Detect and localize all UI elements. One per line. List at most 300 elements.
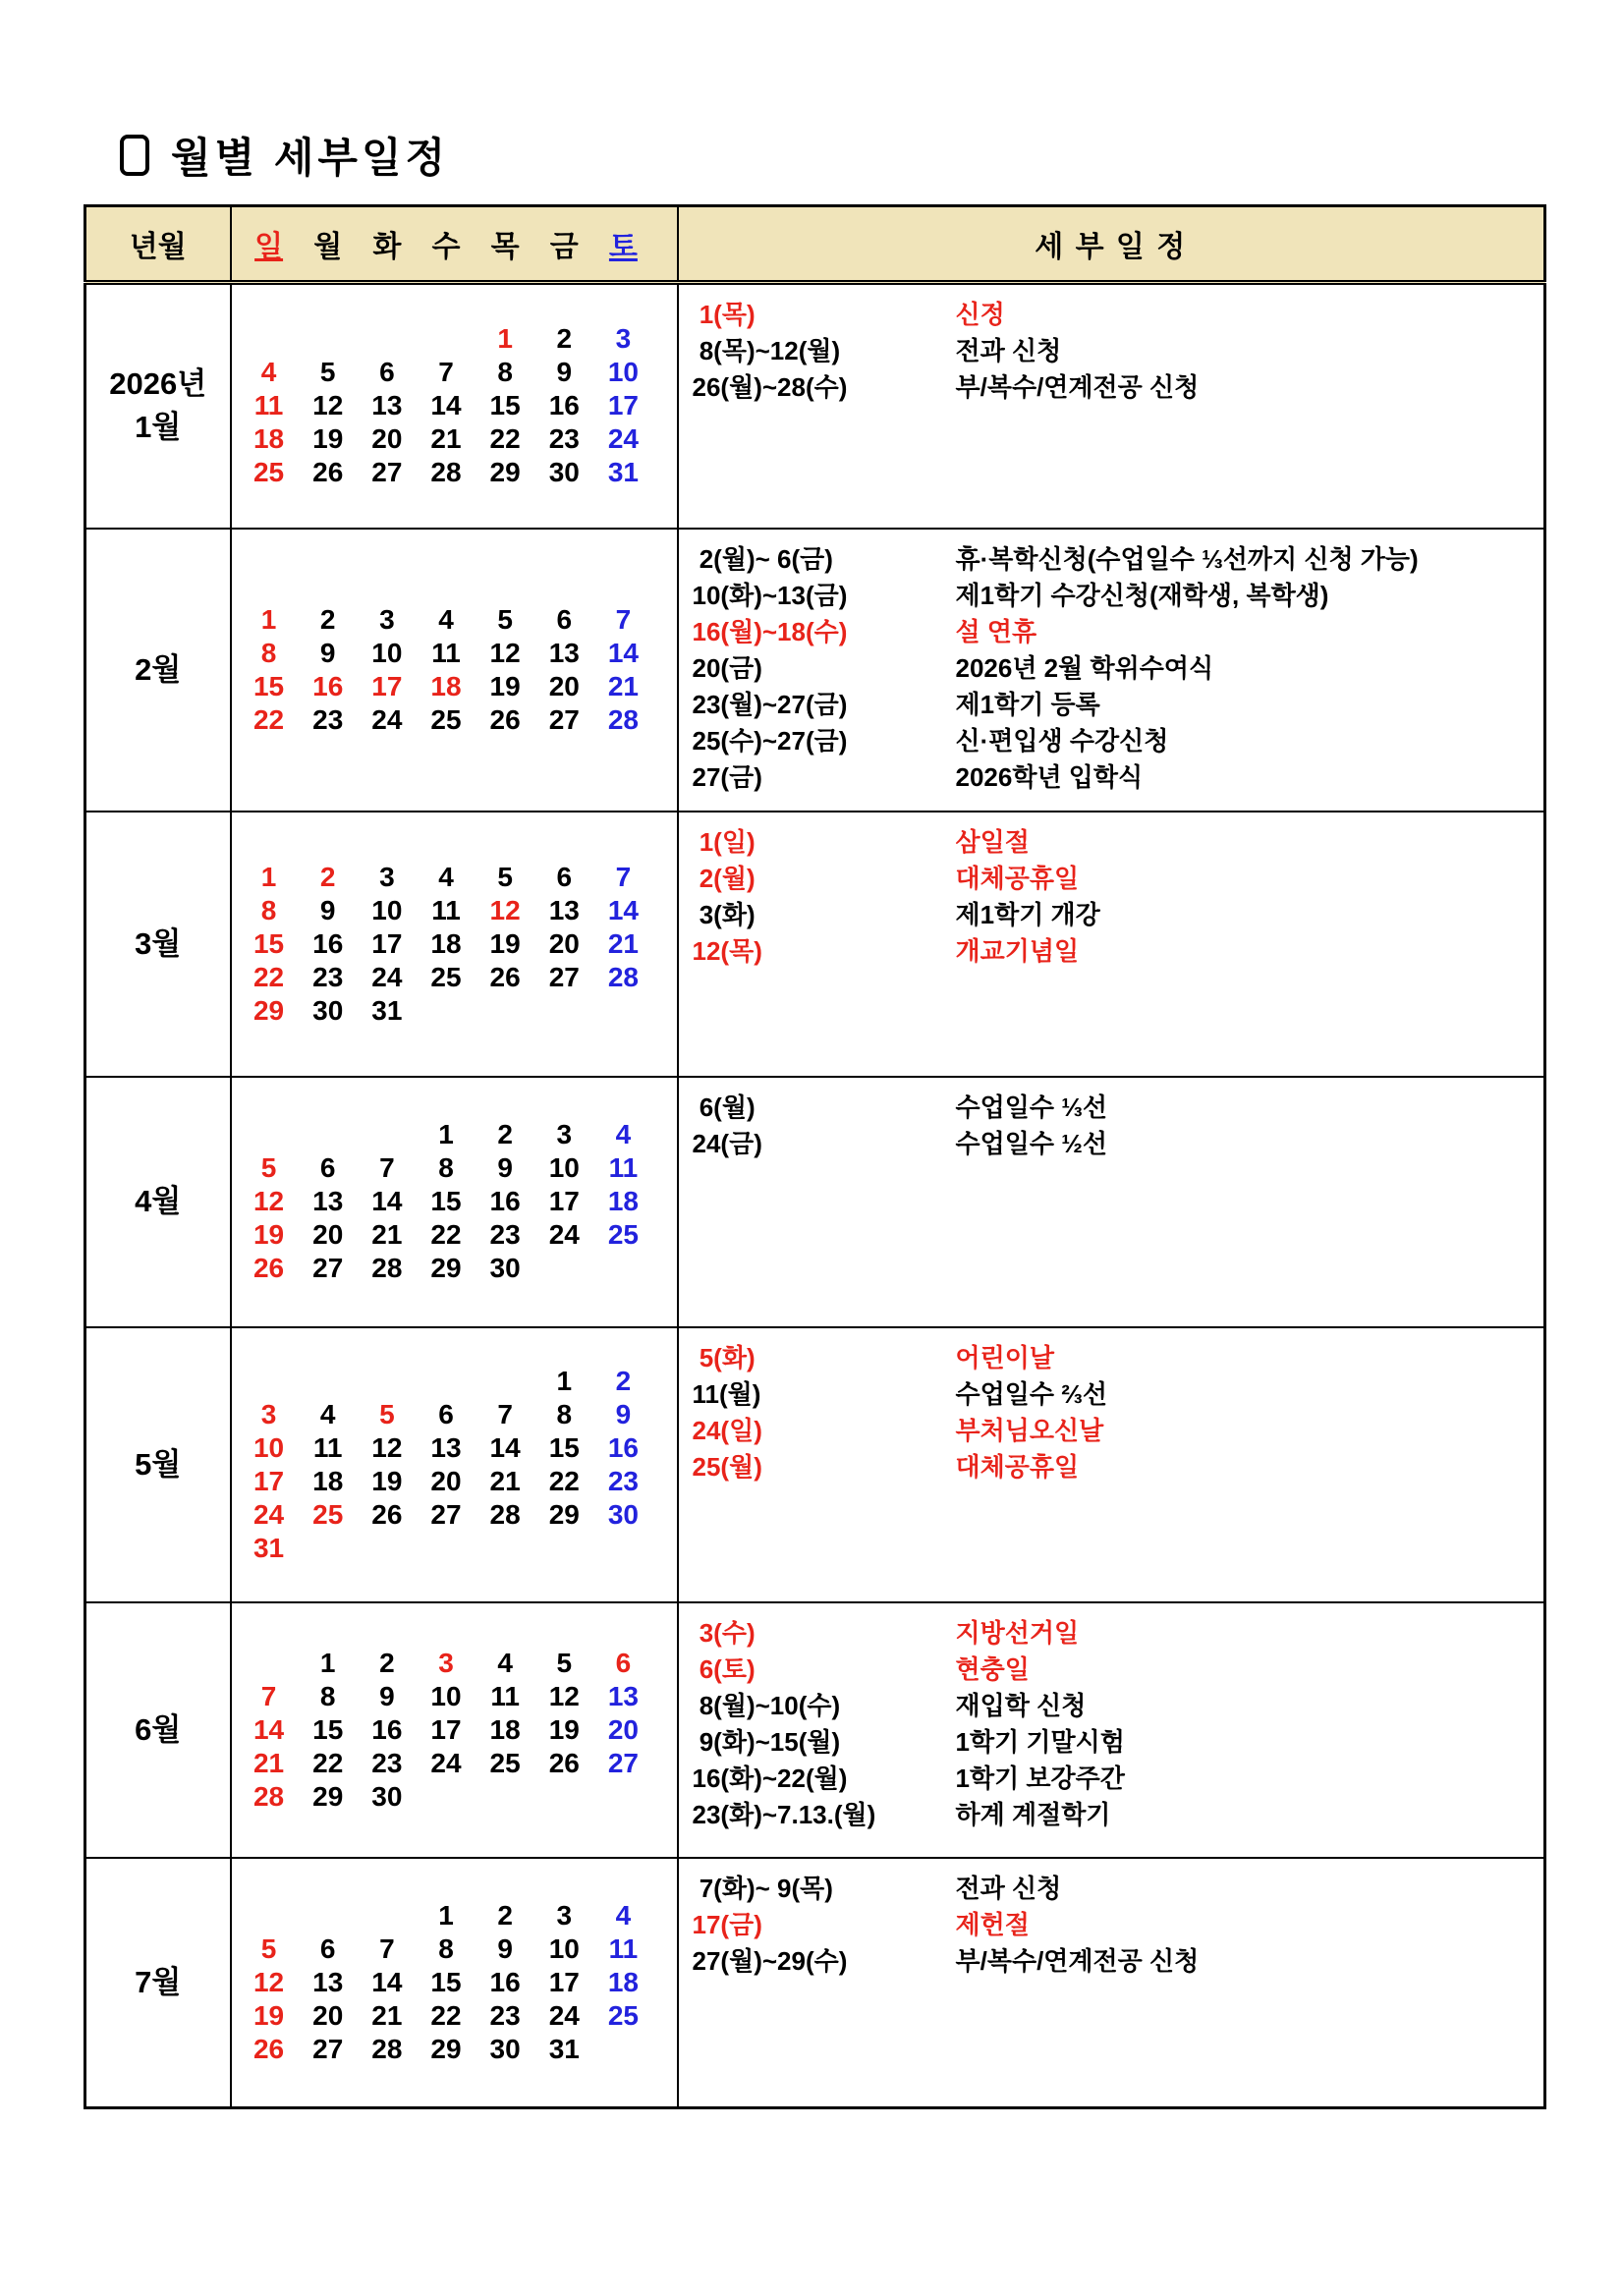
day-cell <box>299 1532 358 1565</box>
day-cell: 1 <box>438 1119 454 1149</box>
event-date: 23(화)~7.13.(월) <box>692 1799 876 1829</box>
day-cell: 28 <box>607 961 639 992</box>
week-row <box>240 322 653 356</box>
month-row-1 <box>85 283 1545 529</box>
day-cell: 27 <box>607 1747 639 1778</box>
day-cell: 8 <box>438 1152 454 1183</box>
day-cell: 23 <box>489 1219 521 1250</box>
week-row <box>240 1647 653 1680</box>
day-cell: 30 <box>371 1780 403 1812</box>
event-row <box>693 614 1540 650</box>
month-calendar <box>231 283 678 529</box>
day-cell: 27 <box>548 961 580 992</box>
week-row <box>240 927 653 961</box>
day-cell: 2 <box>319 861 336 892</box>
day-cell: 9 <box>497 1152 513 1183</box>
day-cell: 9 <box>379 1680 395 1711</box>
event-date: 1(목) <box>692 300 756 329</box>
day-cell: 12 <box>312 390 344 421</box>
event-desc: 신·편입생 수강신청 <box>955 725 1169 756</box>
day-cell: 13 <box>548 894 580 925</box>
day-cell: 2 <box>615 1365 632 1396</box>
event-desc: 1학기 기말시험 <box>955 1726 1125 1757</box>
month-label-line: 2026년 <box>109 366 207 402</box>
event-row <box>693 824 1540 861</box>
day-cell: 1 <box>260 603 277 635</box>
day-cell: 31 <box>607 457 639 488</box>
week-row <box>240 961 653 994</box>
day-cell: 17 <box>548 1966 580 1997</box>
month-calendar <box>231 812 678 1077</box>
day-cell: 15 <box>430 1186 462 1216</box>
day-cell: 16 <box>607 1431 639 1463</box>
event-desc: 개교기념일 <box>955 935 1080 966</box>
event-row <box>693 1797 1540 1833</box>
event-date: 16(화)~22(월) <box>692 1763 848 1793</box>
day-cell: 7 <box>379 1932 395 1964</box>
event-desc: 어린이날 <box>955 1342 1054 1372</box>
event-row <box>693 333 1540 369</box>
event-row <box>693 897 1540 933</box>
day-cell <box>593 2033 652 2066</box>
day-cell: 20 <box>312 1999 344 2031</box>
day-cell: 15 <box>489 390 521 421</box>
day-cell: 18 <box>430 670 462 701</box>
event-row <box>693 933 1540 970</box>
event-row <box>693 723 1540 759</box>
day-cell: 30 <box>489 1253 521 1283</box>
day-cell: 24 <box>430 1747 462 1778</box>
month-schedule <box>678 1327 1545 1602</box>
event-row <box>693 1907 1540 1943</box>
day-cell <box>476 1532 534 1565</box>
weekday-header: 수 <box>431 231 461 263</box>
event-date: 16(월)~18(수) <box>692 616 848 646</box>
day-cell: 22 <box>252 703 285 735</box>
week-row <box>240 994 653 1028</box>
table-body <box>85 283 1545 2108</box>
event-desc: 지방선거일 <box>955 1617 1080 1648</box>
day-cell: 4 <box>260 357 277 388</box>
day-cell: 28 <box>489 1498 521 1530</box>
day-cell: 10 <box>548 1152 580 1183</box>
day-cell: 9 <box>556 357 573 388</box>
day-cell: 8 <box>438 1932 454 1964</box>
event-row <box>693 1615 1540 1652</box>
day-cell: 25 <box>312 1498 344 1530</box>
day-cell: 23 <box>312 961 344 992</box>
event-date: 1(일) <box>692 826 756 857</box>
day-cell: 6 <box>615 1647 632 1678</box>
week-row <box>240 703 653 737</box>
day-cell: 14 <box>371 1186 403 1216</box>
day-cell <box>534 1532 593 1565</box>
week-row <box>240 1899 653 1932</box>
day-cell: 3 <box>556 1119 573 1149</box>
event-date: 5(화) <box>692 1342 756 1372</box>
event-desc: 대체공휴일 <box>955 863 1080 893</box>
month-row-2 <box>85 529 1545 812</box>
day-cell: 22 <box>489 423 521 455</box>
event-date: 17(금) <box>692 1909 762 1939</box>
day-cell: 23 <box>312 703 344 735</box>
weekday-header: 화 <box>372 231 402 263</box>
day-cell: 11 <box>312 1431 343 1463</box>
event-date: 11(월) <box>692 1378 761 1409</box>
event-desc: 재입학 신청 <box>955 1690 1087 1720</box>
header-days <box>231 206 678 283</box>
day-cell: 15 <box>548 1431 580 1463</box>
month-label-line: 5월 <box>135 1446 182 1482</box>
month-label-line: 4월 <box>135 1184 182 1218</box>
day-cell: 4 <box>319 1398 336 1429</box>
day-cell: 22 <box>430 1999 462 2031</box>
month-calendar <box>231 529 678 812</box>
day-cell: 28 <box>371 2033 403 2064</box>
day-cell: 12 <box>548 1680 580 1711</box>
day-cell: 14 <box>607 637 639 668</box>
day-cell: 16 <box>312 927 344 959</box>
event-row <box>693 578 1540 614</box>
day-cell <box>240 1899 299 1932</box>
day-cell: 21 <box>489 1465 521 1496</box>
day-cell: 13 <box>312 1186 344 1216</box>
day-cell: 14 <box>607 894 639 925</box>
event-row <box>693 541 1540 578</box>
day-cell: 12 <box>489 894 521 925</box>
day-cell: 19 <box>489 927 521 959</box>
day-cell: 10 <box>607 357 639 388</box>
event-desc: 전과 신청 <box>955 1873 1062 1903</box>
day-cell: 8 <box>260 894 277 925</box>
event-desc: 부/복수/연계전공 신청 <box>955 372 1200 402</box>
day-cell: 10 <box>371 894 403 925</box>
day-cell: 18 <box>312 1465 344 1496</box>
day-cell: 6 <box>556 603 573 635</box>
day-cell: 4 <box>438 603 454 635</box>
day-cell: 17 <box>371 927 403 959</box>
week-row <box>240 894 653 927</box>
header-days-grid <box>232 222 677 265</box>
day-cell: 4 <box>497 1647 513 1678</box>
event-desc: 부/복수/연계전공 신청 <box>955 1945 1200 1976</box>
weeks-grid <box>232 1643 677 1818</box>
day-cell: 26 <box>312 457 344 488</box>
day-cell: 24 <box>371 961 403 992</box>
event-row <box>693 1413 1540 1449</box>
day-cell: 25 <box>252 457 285 488</box>
month-label <box>85 283 231 529</box>
event-date: 23(월)~27(금) <box>692 689 848 719</box>
day-cell: 2 <box>319 603 336 635</box>
week-row <box>240 637 653 670</box>
day-cell: 17 <box>607 390 639 421</box>
month-label-line: 6월 <box>135 1711 182 1747</box>
day-cell <box>358 322 417 356</box>
day-cell <box>299 1118 358 1151</box>
header-schedule: 세 부 일 정 <box>678 206 1545 283</box>
week-row <box>240 1365 653 1398</box>
day-cell: 19 <box>252 1219 285 1250</box>
day-cell: 15 <box>312 1713 344 1745</box>
week-row <box>240 861 653 894</box>
day-cell: 12 <box>371 1431 403 1463</box>
event-date: 2(월) <box>692 863 756 893</box>
event-row <box>693 1126 1540 1162</box>
event-row <box>693 1376 1540 1413</box>
day-cell: 8 <box>556 1398 573 1429</box>
event-desc: 부처님오신날 <box>955 1415 1104 1445</box>
day-cell: 22 <box>312 1747 344 1778</box>
event-date: 2(월)~ 6(금) <box>692 543 833 574</box>
day-cell: 17 <box>252 1465 285 1496</box>
month-row-6 <box>85 1602 1545 1858</box>
event-date: 10(화)~13(금) <box>692 580 848 610</box>
week-row <box>240 1999 653 2033</box>
day-cell: 14 <box>489 1431 521 1463</box>
day-cell <box>240 322 299 356</box>
day-cell: 21 <box>252 1747 285 1778</box>
day-cell: 25 <box>489 1747 521 1778</box>
event-date: 25(월) <box>692 1451 762 1482</box>
event-row <box>693 1090 1540 1126</box>
day-cell: 12 <box>489 637 521 668</box>
day-cell: 28 <box>252 1780 285 1812</box>
day-cell: 3 <box>379 603 395 635</box>
event-row <box>693 1340 1540 1376</box>
week-row <box>240 1532 653 1565</box>
day-cell: 19 <box>312 423 344 455</box>
event-desc: 신정 <box>955 300 1005 329</box>
week-row <box>240 1465 653 1498</box>
event-row <box>693 1652 1540 1688</box>
day-cell: 29 <box>548 1498 580 1530</box>
week-row <box>240 1780 653 1814</box>
day-cell: 24 <box>548 1999 580 2031</box>
day-cell: 20 <box>607 1713 639 1745</box>
day-cell: 19 <box>371 1465 403 1496</box>
event-date: 25(수)~27(금) <box>692 725 848 756</box>
day-cell: 5 <box>497 603 513 635</box>
week-row <box>240 422 653 456</box>
week-row <box>240 1713 653 1747</box>
day-cell: 20 <box>548 927 580 959</box>
day-cell: 7 <box>615 861 632 892</box>
month-row-5 <box>85 1327 1545 1602</box>
week-row <box>240 1431 653 1465</box>
week-row <box>240 1118 653 1151</box>
day-cell: 19 <box>548 1713 580 1745</box>
day-cell: 15 <box>252 670 285 701</box>
month-row-4 <box>85 1077 1545 1327</box>
month-calendar <box>231 1858 678 2108</box>
day-cell: 3 <box>438 1647 454 1678</box>
month-label-line: 3월 <box>135 925 182 961</box>
day-cell: 7 <box>438 357 454 388</box>
day-cell: 16 <box>371 1713 403 1745</box>
day-cell <box>358 1118 417 1151</box>
event-date: 3(수) <box>692 1617 756 1648</box>
day-cell: 25 <box>430 703 462 735</box>
day-cell: 19 <box>489 670 521 701</box>
day-cell: 4 <box>615 1899 632 1931</box>
day-cell: 11 <box>431 637 461 668</box>
day-cell: 18 <box>489 1713 521 1745</box>
day-cell: 9 <box>497 1932 513 1964</box>
day-cell: 18 <box>252 423 285 455</box>
event-desc: 제헌절 <box>955 1909 1030 1939</box>
week-row <box>240 1498 653 1532</box>
day-cell: 21 <box>607 927 639 959</box>
month-label-line: 7월 <box>135 1964 182 1999</box>
day-cell: 30 <box>548 457 580 488</box>
event-row <box>693 650 1540 687</box>
event-date: 27(금) <box>692 761 762 792</box>
day-cell: 23 <box>548 423 580 455</box>
day-cell: 11 <box>608 1152 639 1183</box>
event-desc: 설 연휴 <box>955 616 1037 646</box>
day-cell <box>417 1365 476 1398</box>
day-cell: 26 <box>489 703 521 735</box>
day-cell: 28 <box>607 703 639 735</box>
doc-title <box>120 126 449 185</box>
day-cell: 20 <box>548 670 580 701</box>
event-desc: 휴·복학신청(수업일수 ⅓선까지 신청 가능) <box>955 543 1419 574</box>
day-cell: 14 <box>371 1966 403 1997</box>
day-cell: 12 <box>252 1186 285 1216</box>
event-desc: 전과 신청 <box>955 336 1062 365</box>
week-row <box>240 1680 653 1713</box>
day-cell: 27 <box>548 703 580 735</box>
day-cell: 17 <box>371 670 403 701</box>
event-date: 12(목) <box>692 935 762 966</box>
week-row <box>240 389 653 422</box>
day-cell: 5 <box>319 357 336 388</box>
day-cell: 1 <box>260 861 277 892</box>
day-cell: 18 <box>607 1186 639 1216</box>
day-cell: 4 <box>615 1119 632 1149</box>
day-cell: 21 <box>371 1999 403 2031</box>
day-cell: 23 <box>607 1465 639 1496</box>
week-row <box>240 1218 653 1252</box>
day-cell: 1 <box>556 1365 573 1396</box>
day-cell: 7 <box>379 1152 395 1183</box>
day-cell: 26 <box>548 1747 580 1778</box>
day-cell: 31 <box>548 2033 580 2064</box>
day-cell: 20 <box>371 423 403 455</box>
event-row <box>693 861 1540 897</box>
weeks-grid <box>232 1361 677 1569</box>
day-cell: 16 <box>489 1186 521 1216</box>
day-cell: 24 <box>371 703 403 735</box>
day-cell: 29 <box>252 994 285 1026</box>
weekday-header: 일 <box>254 231 284 263</box>
week-row <box>240 1151 653 1185</box>
day-cell: 21 <box>607 670 639 701</box>
event-date: 8(목)~12(월) <box>692 336 841 365</box>
day-cell: 21 <box>371 1219 403 1250</box>
day-cell: 1 <box>319 1647 336 1678</box>
day-cell <box>476 1365 534 1398</box>
day-cell: 2 <box>556 323 573 355</box>
day-cell: 13 <box>312 1966 344 1997</box>
day-cell: 1 <box>438 1899 454 1931</box>
event-desc: 현충일 <box>955 1653 1030 1684</box>
day-cell: 28 <box>371 1253 403 1283</box>
month-schedule <box>678 1858 1545 2108</box>
event-row <box>693 1943 1540 1980</box>
month-label <box>85 1077 231 1327</box>
day-cell: 14 <box>252 1713 285 1745</box>
day-cell: 11 <box>253 390 284 421</box>
event-date: 24(일) <box>692 1415 762 1445</box>
day-cell <box>417 1780 476 1814</box>
month-row-7 <box>85 1858 1545 2108</box>
day-cell: 11 <box>431 894 461 925</box>
event-desc: 수업일수 ⅓선 <box>955 1092 1107 1122</box>
day-cell <box>358 1365 417 1398</box>
schedule-table <box>84 204 1546 2109</box>
day-cell: 27 <box>312 1253 344 1283</box>
month-label <box>85 812 231 1077</box>
day-cell: 24 <box>548 1219 580 1250</box>
event-desc: 수업일수 ½선 <box>955 1128 1107 1158</box>
day-cell: 27 <box>312 2033 344 2064</box>
event-date: 26(월)~28(수) <box>692 372 848 402</box>
weekday-header: 목 <box>490 231 520 263</box>
day-cell: 6 <box>319 1152 336 1183</box>
event-row <box>693 1761 1540 1797</box>
event-date: 27(월)~29(수) <box>692 1945 848 1976</box>
checkbox-icon <box>120 135 149 176</box>
day-cell <box>417 1532 476 1565</box>
day-cell: 5 <box>556 1647 573 1678</box>
event-date: 9(화)~15(월) <box>692 1726 841 1757</box>
week-row <box>240 456 653 489</box>
doc-title-text: 월별 세부일정 <box>171 135 450 181</box>
day-cell: 3 <box>556 1899 573 1931</box>
day-cell: 11 <box>608 1932 639 1964</box>
month-label <box>85 1327 231 1602</box>
day-cell: 18 <box>607 1966 639 1997</box>
day-cell: 23 <box>489 1999 521 2031</box>
day-cell: 22 <box>548 1465 580 1496</box>
day-cell: 8 <box>497 357 513 388</box>
day-cell: 13 <box>607 1680 639 1711</box>
week-row <box>240 2033 653 2066</box>
day-cell: 6 <box>438 1398 454 1429</box>
day-cell: 24 <box>252 1498 285 1530</box>
day-cell <box>358 1899 417 1932</box>
month-label <box>85 1602 231 1858</box>
event-row <box>693 297 1540 333</box>
day-cell: 6 <box>319 1932 336 1964</box>
month-label-line: 2월 <box>135 651 182 687</box>
day-cell: 6 <box>556 861 573 892</box>
day-cell: 24 <box>607 423 639 455</box>
week-row <box>240 670 653 703</box>
day-cell: 20 <box>312 1219 344 1250</box>
day-cell: 3 <box>260 1398 277 1429</box>
event-desc: 하계 계절학기 <box>955 1799 1111 1829</box>
week-row <box>240 1932 653 1966</box>
day-cell: 8 <box>319 1680 336 1711</box>
event-row <box>693 1724 1540 1761</box>
day-cell: 22 <box>252 961 285 992</box>
day-cell: 29 <box>489 457 521 488</box>
day-cell: 13 <box>548 637 580 668</box>
event-desc: 2026학년 입학식 <box>955 761 1144 792</box>
